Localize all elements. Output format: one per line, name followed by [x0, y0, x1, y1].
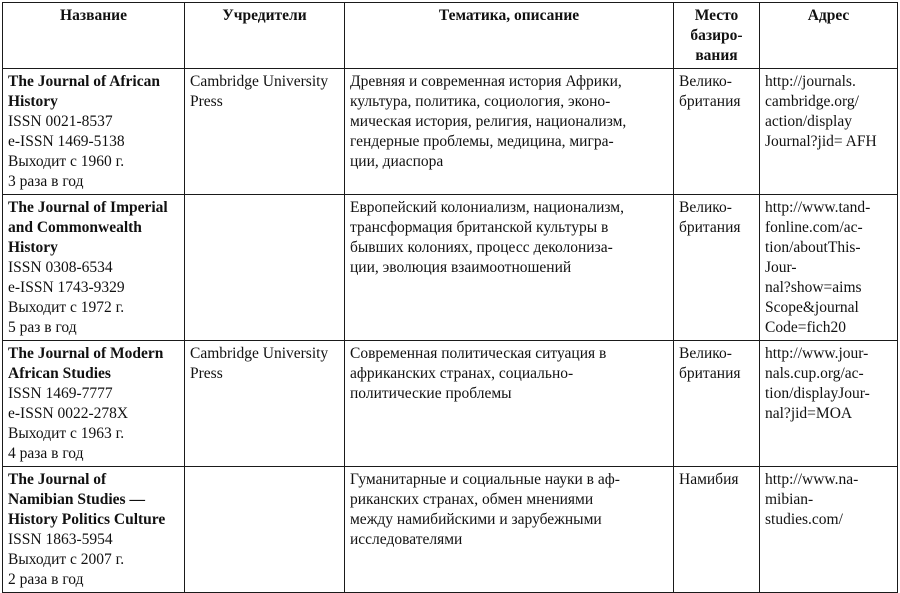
journal-details: ISSN 1863-5954 Выходит с 2007 г. 2 раза в год [8, 531, 125, 588]
founder-cell [185, 195, 345, 341]
header-address: Адрес [760, 3, 898, 69]
header-row [3, 3, 898, 69]
place-cell: Велико- британия [674, 69, 760, 195]
header-founders: Учредители [185, 3, 345, 69]
header-place: Место базиро- вания [674, 3, 760, 69]
topic-cell: Древняя и современная история Африки, культура, политика, социология, эконо- мическая история, религия, национализм, гендерные проблемы, медицина, мигра- ции, диаспора [345, 69, 674, 195]
place-cell: Велико- британия [674, 195, 760, 341]
table-row [3, 341, 898, 467]
journal-details: ISSN 0021-8537 e-ISSN 1469-5138 Выходит с 1960 г. 3 раза в год [8, 113, 125, 190]
journal-details: ISSN 1469-7777 e-ISSN 0022-278X Выходит с 1963 г. 4 раза в год [8, 385, 129, 462]
header-topic: Тематика, описание [345, 3, 674, 69]
journals-table [2, 2, 898, 593]
journal-details: ISSN 0308-6534 e-ISSN 1743-9329 Выходит с 1972 г. 5 раз в год [8, 259, 125, 336]
table-row [3, 195, 898, 341]
journal-title: The Journal of Imperial and Commonwealth History [8, 199, 168, 256]
header-title: Название [3, 3, 185, 69]
address-cell: http://www.jour- nals.cup.org/ac- tion/displayJour- nal?jid=MOA [760, 341, 898, 467]
journal-title: The Journal of African History [8, 73, 160, 110]
table-row [3, 467, 898, 593]
journal-title: The Journal of Modern African Studies [8, 345, 164, 382]
address-cell: http://www.tand- fonline.com/ac- tion/aboutThis- Jour- nal?show=aims Scope&journal Code=fich20 [760, 195, 898, 341]
journal-name-cell [3, 341, 185, 467]
place-cell: Намибия [674, 467, 760, 593]
founder-cell: Cambridge University Press [185, 69, 345, 195]
journal-title: The Journal of Namibian Studies — History Politics Culture [8, 471, 166, 528]
table-row [3, 69, 898, 195]
founder-cell [185, 467, 345, 593]
topic-cell: Гуманитарные и социальные науки в аф- риканских странах, обмен мнениями между намибийскими и зарубежными исследователями [345, 467, 674, 593]
address-cell: http://www.na- mibian- studies.com/ [760, 467, 898, 593]
journal-name-cell [3, 195, 185, 341]
founder-cell: Cambridge University Press [185, 341, 345, 467]
journal-name-cell [3, 69, 185, 195]
topic-cell: Современная политическая ситуация в африканских странах, социально- политические проблемы [345, 341, 674, 467]
place-cell: Велико- британия [674, 341, 760, 467]
journal-name-cell [3, 467, 185, 593]
address-cell: http://journals. cambridge.org/ action/display Journal?jid= AFH [760, 69, 898, 195]
topic-cell: Европейский колониализм, национализм, трансформация британской культуры в бывших колониях, процесс деколониза- ции, эволюция взаимоотношений [345, 195, 674, 341]
